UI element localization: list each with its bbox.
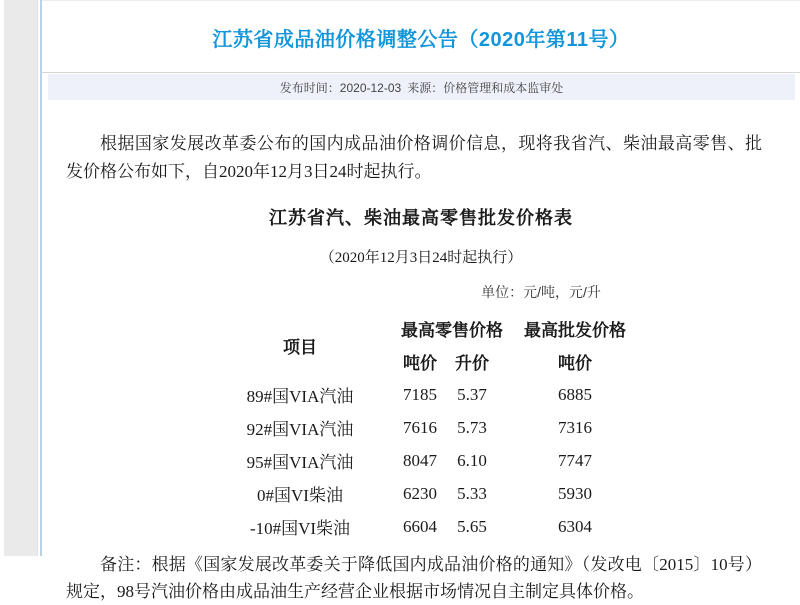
col-header-retail-liter: 升价 xyxy=(455,354,489,373)
wholesale-ton-price: 6304 xyxy=(558,516,592,536)
price-table-title: 江苏省汽、柴油最高零售批发价格表 xyxy=(269,208,573,228)
item-name: 89#国VIA汽油 xyxy=(246,387,354,406)
table-row xyxy=(200,477,646,510)
wholesale-ton-price: 7747 xyxy=(558,450,592,470)
item-name: 92#国VIA汽油 xyxy=(246,420,354,439)
retail-liter-price: 5.73 xyxy=(457,417,487,437)
intro-paragraph: 根据国家发展改革委公布的国内成品油价格调价信息，现将我省汽、柴油最高零售、批发价格公布如下，自2020年12月3日24时起执行。 xyxy=(66,134,762,181)
retail-ton-price: 6604 xyxy=(403,516,437,536)
table-row xyxy=(200,411,646,444)
retail-ton-price: 8047 xyxy=(403,450,437,470)
retail-ton-price: 7616 xyxy=(403,417,437,437)
page-title: 江苏省成品油价格调整公告（2020年第11号） xyxy=(212,29,630,51)
item-name: 95#国VIA汽油 xyxy=(246,453,354,472)
item-name: -10#国VI柴油 xyxy=(249,519,351,538)
publish-time: 发布时间：2020-12-03 xyxy=(279,80,402,95)
col-header-wholesale-ton: 吨价 xyxy=(558,354,592,373)
unit-note: 单位：元/吨，元/升 xyxy=(481,284,601,300)
retail-ton-price: 7185 xyxy=(403,384,437,404)
table-row xyxy=(200,444,646,477)
wholesale-ton-price: 6885 xyxy=(558,384,592,404)
col-header-item: 项目 xyxy=(283,337,317,357)
table-header-row-1 xyxy=(200,312,646,345)
retail-liter-price: 5.37 xyxy=(457,384,487,404)
document-body xyxy=(42,130,800,605)
wholesale-ton-price: 5930 xyxy=(558,483,592,503)
col-header-retail-group: 最高零售价格 xyxy=(401,321,503,340)
title-area xyxy=(42,1,800,73)
source-label: 来源：价格管理和成本监审处 xyxy=(407,80,564,95)
price-table xyxy=(200,312,646,543)
retail-liter-price: 5.65 xyxy=(457,516,487,536)
col-header-retail-ton: 吨价 xyxy=(403,354,437,373)
table-row xyxy=(200,378,646,411)
col-header-wholesale-group: 最高批发价格 xyxy=(524,321,626,340)
item-name: 0#国VI柴油 xyxy=(257,486,343,505)
footnote: 备注：根据《国家发展改革委关于降低国内成品油价格的通知》（发改电〔2015〕10号）规定，98号汽油价格由成品油生产经营企业根据市场情况自主制定具体价格。 xyxy=(66,555,762,601)
price-table-subtitle: （2020年12月3日24时起执行） xyxy=(319,250,523,266)
wholesale-ton-price: 7316 xyxy=(558,417,592,437)
content-area xyxy=(42,0,800,601)
retail-liter-price: 6.10 xyxy=(457,450,487,470)
meta-bar xyxy=(48,74,795,100)
left-sidebar-strip xyxy=(4,0,38,556)
retail-liter-price: 5.33 xyxy=(457,483,487,503)
table-row xyxy=(200,510,646,543)
retail-ton-price: 6230 xyxy=(403,483,437,503)
